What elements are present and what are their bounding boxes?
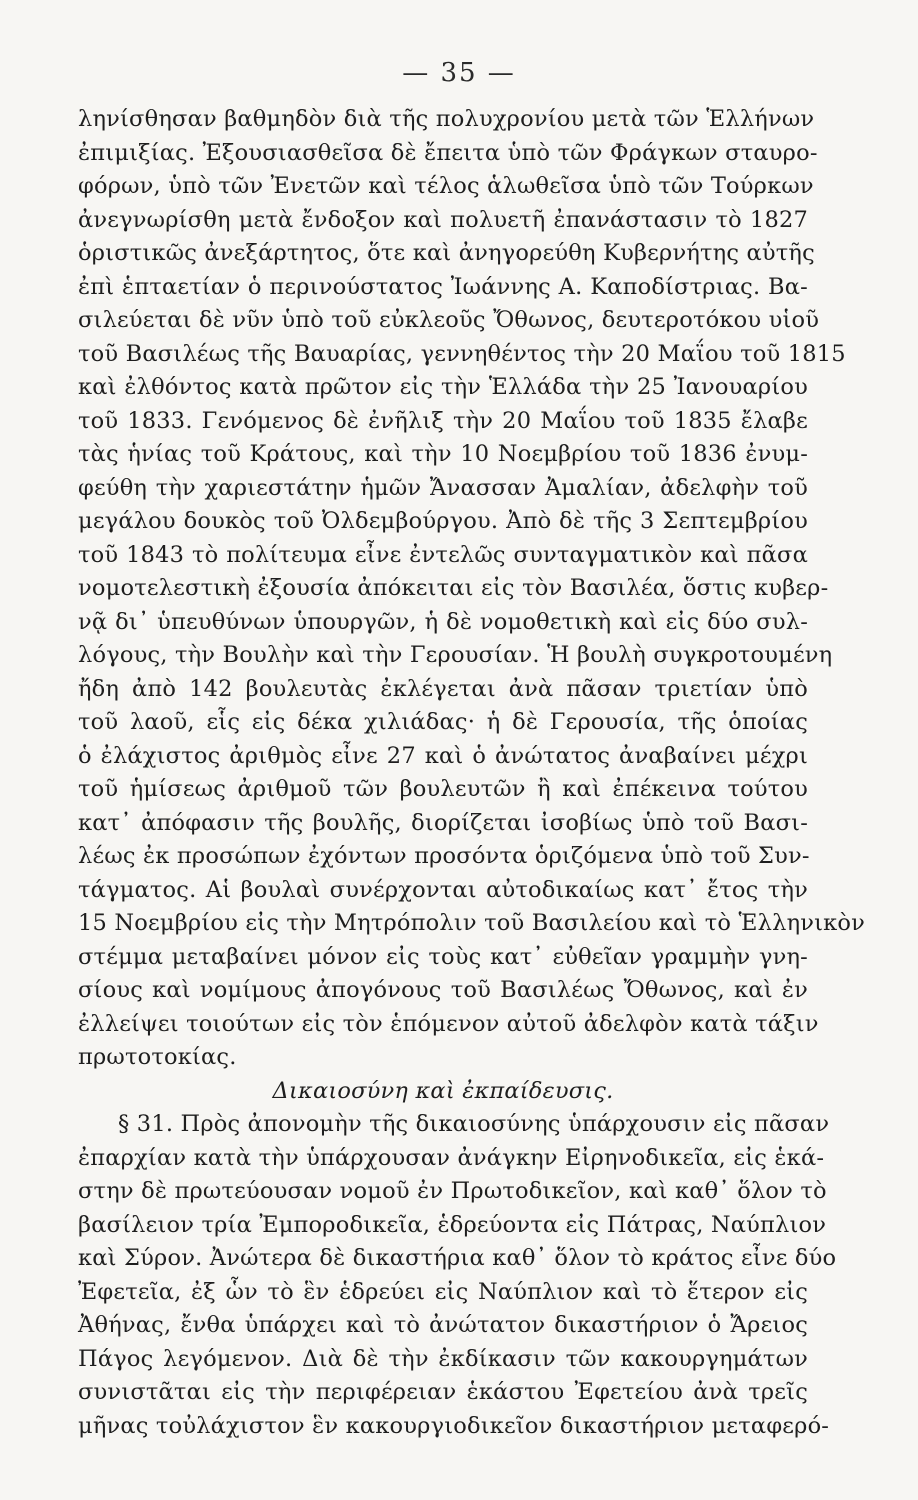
text-line: τοῦ 1843 τὸ πολίτευμα εἶνε ἐντελῶς συνταγματικὸν καὶ πᾶσα (78, 541, 808, 568)
text-line: Πάγος λεγόμενον. Διὰ δὲ τὴν ἐκδίκασιν τῶν κακουργημάτων (78, 1345, 808, 1372)
text-line: τὰς ἡνίας τοῦ Κράτους, καὶ τὴν 10 Νοεμβρίου τοῦ 1836 ἐνυμ- (78, 441, 808, 467)
text-line: νᾷ δι᾽ ὑπευθύνων ὑπουργῶν, ἡ δὲ νομοθετικὴ καὶ εἰς δύο συλ- (78, 608, 808, 635)
text-line: 15 Νοεμβρίου εἰς τὴν Μητρόπολιν τοῦ Βασιλείου καὶ τὸ Ἑλληνικὸν (78, 910, 866, 936)
text-line: τοῦ Βασιλέως τῆς Βαυαρίας, γεννηθέντος τὴν 20 Μαΐου τοῦ 1815 (78, 340, 846, 367)
text-line: συνιστᾶται εἰς τὴν περιφέρειαν ἑκάστου Ἐφετείου ἀνὰ τρεῖς (78, 1379, 808, 1405)
text-line: νομοτελεστικὴ ἐξουσία ἀπόκειται εἰς τὸν Βασιλέα, ὅστις κυβερ- (78, 575, 829, 601)
text-line: πρωτοτοκίας. (78, 1044, 237, 1070)
section-heading: Δικαιοσύνη καὶ ἐκπαίδευσις. (272, 1077, 614, 1104)
text-line: Ἀθήνας, ἔνθα ὑπάρχει καὶ τὸ ἀνώτατον δικαστήριον ὁ Ἄρειος (78, 1312, 808, 1338)
page-number: — 35 — (402, 58, 516, 88)
text-line: ληνίσθησαν βαθμηδὸν διὰ τῆς πολυχρονίου μετὰ τῶν Ἑλλήνων (78, 106, 815, 132)
text-line: στην δὲ πρωτεύουσαν νομοῦ ἐν Πρωτοδικεῖον, καὶ καθ᾽ ὅλον τὸ (78, 1178, 827, 1204)
text-line: καὶ ἐλθόντος κατὰ πρῶτον εἰς τὴν Ἑλλάδα τὴν 25 Ἰανουαρίου (78, 374, 808, 400)
text-line: τάγματος. Αἱ βουλαὶ συνέρχονται αὐτοδικαίως κατ᾽ ἔτος τὴν (78, 876, 808, 903)
text-line: ἐπιμιξίας. Ἐξουσιασθεῖσα δὲ ἔπειτα ὑπὸ τῶν Φράγκων σταυρο- (78, 139, 818, 166)
text-line: ὁριστικῶς ἀνεξάρτητος, ὅτε καὶ ἀνηγορεύθη Κυβερνήτης αὐτῆς (78, 240, 815, 266)
text-line: μεγάλου δουκὸς τοῦ Ὀλδεμβούργου. Ἀπὸ δὲ τῆς 3 Σεπτεμβρίου (78, 508, 808, 534)
text-line: κατ᾽ ἀπόφασιν τῆς βουλῆς, διορίζεται ἰσοβίως ὑπὸ τοῦ Βασι- (78, 809, 808, 836)
text-line: σιλεύεται δὲ νῦν ὑπὸ τοῦ εὐκλεοῦς Ὄθωνος, δευτεροτόκου υἱοῦ (78, 307, 820, 333)
text-line: ἐπὶ ἑπταετίαν ὁ περινούστατος Ἰωάννης Α. Καποδίστριας. Βα- (78, 273, 808, 300)
text-line: φεύθη τὴν χαριεστάτην ἡμῶν Ἄνασσαν Ἀμαλίαν, ἀδελφὴν τοῦ (78, 474, 808, 501)
text-line: στέμμα μεταβαίνει μόνον εἰς τοὺς κατ᾽ εὐθεῖαν γραμμὴν γνη- (78, 943, 808, 970)
text-line: § 31. Πρὸς ἀπονομὴν τῆς δικαιοσύνης ὑπάρχουσιν εἰς πᾶσαν (118, 1111, 830, 1137)
text-line: φόρων, ὑπὸ τῶν Ἐνετῶν καὶ τέλος ἁλωθεῖσα ὑπὸ τῶν Τούρκων (78, 173, 814, 199)
text-line: ἀνεγνωρίσθη μετὰ ἔνδοξον καὶ πολυετῆ ἐπανάστασιν τὸ 1827 (78, 206, 808, 233)
text-line: λόγους, τὴν Βουλὴν καὶ τὴν Γερουσίαν. Ἡ βουλὴ συγκροτουμένη (78, 642, 833, 668)
text-line: καὶ Σύρον. Ἀνώτερα δὲ δικαστήρια καθ᾽ ὅλον τὸ κράτος εἶνε δύο (78, 1245, 837, 1271)
text-line: βασίλειον τρία Ἐμποροδικεῖα, ἑδρεύοντα εἰς Πάτρας, Ναύπλιον (78, 1211, 827, 1238)
text-line: τοῦ 1833. Γενόμενος δὲ ἐνῆλιξ τὴν 20 Μαΐου τοῦ 1835 ἔλαβε (78, 407, 808, 434)
text-line: ἐπαρχίαν κατὰ τὴν ὑπάρχουσαν ἀνάγκην Εἰρηνοδικεῖα, εἰς ἑκά- (78, 1144, 825, 1171)
text-line: μῆνας τοὐλάχιστον ἓν κακουργιοδικεῖον δικαστήριον μεταφερό- (78, 1412, 830, 1439)
page-text (78, 103, 866, 1443)
text-line: Ἐφετεῖα, ἐξ ὧν τὸ ἓν ἑδρεύει εἰς Ναύπλιον καὶ τὸ ἕτερον εἰς (78, 1278, 808, 1305)
text-line: ἤδη ἀπὸ 142 βουλευτὰς ἐκλέγεται ἀνὰ πᾶσαν τριετίαν ὑπὸ (78, 675, 808, 702)
text-line: σίους καὶ νομίμους ἀπογόνους τοῦ Βασιλέως Ὄθωνος, καὶ ἐν (78, 977, 808, 1003)
text-line: ὁ ἐλάχιστος ἀριθμὸς εἶνε 27 καὶ ὁ ἀνώτατος ἀναβαίνει μέχρι (78, 742, 808, 769)
text-line: λέως ἐκ προσώπων ἐχόντων προσόντα ὁριζόμενα ὑπὸ τοῦ Συν- (78, 843, 810, 869)
text-line: τοῦ ἡμίσεως ἀριθμοῦ τῶν βουλευτῶν ἢ καὶ ἐπέκεινα τούτου (78, 776, 808, 802)
text-line: ἐλλείψει τοιούτων εἰς τὸν ἑπόμενον αὐτοῦ ἀδελφὸν κατὰ τάξιν (78, 1010, 819, 1037)
text-line: τοῦ λαοῦ, εἷς εἰς δέκα χιλιάδας· ἡ δὲ Γερουσία, τῆς ὁποίας (78, 709, 808, 735)
